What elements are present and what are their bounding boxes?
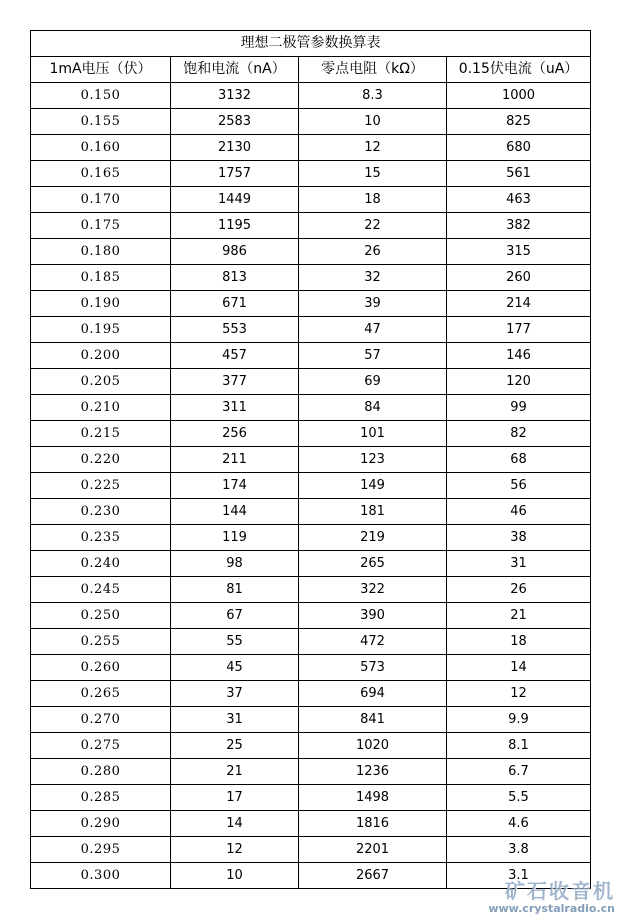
table-row — [31, 317, 591, 343]
cell-zero-bias-resistance: 1498 — [299, 785, 447, 811]
cell-saturation-current: 553 — [171, 317, 299, 343]
table-row — [31, 421, 591, 447]
table-row — [31, 265, 591, 291]
cell-voltage: 0.175 — [31, 213, 171, 239]
table-row — [31, 187, 591, 213]
cell-saturation-current: 2583 — [171, 109, 299, 135]
table-row — [31, 135, 591, 161]
cell-current-0-15v: 3.8 — [447, 837, 591, 863]
cell-voltage: 0.160 — [31, 135, 171, 161]
cell-current-0-15v: 18 — [447, 629, 591, 655]
cell-current-0-15v: 99 — [447, 395, 591, 421]
cell-saturation-current: 55 — [171, 629, 299, 655]
cell-saturation-current: 256 — [171, 421, 299, 447]
table-title: 理想二极管参数换算表 — [31, 31, 591, 57]
cell-voltage: 0.250 — [31, 603, 171, 629]
cell-zero-bias-resistance: 26 — [299, 239, 447, 265]
table-row — [31, 551, 591, 577]
cell-current-0-15v: 4.6 — [447, 811, 591, 837]
cell-voltage: 0.295 — [31, 837, 171, 863]
cell-voltage: 0.185 — [31, 265, 171, 291]
cell-saturation-current: 671 — [171, 291, 299, 317]
diode-parameter-table — [30, 30, 591, 889]
cell-current-0-15v: 177 — [447, 317, 591, 343]
cell-zero-bias-resistance: 10 — [299, 109, 447, 135]
cell-zero-bias-resistance: 573 — [299, 655, 447, 681]
table-row — [31, 109, 591, 135]
cell-voltage: 0.245 — [31, 577, 171, 603]
cell-zero-bias-resistance: 12 — [299, 135, 447, 161]
cell-current-0-15v: 56 — [447, 473, 591, 499]
cell-current-0-15v: 14 — [447, 655, 591, 681]
cell-saturation-current: 1757 — [171, 161, 299, 187]
title-row — [31, 31, 591, 57]
cell-current-0-15v: 260 — [447, 265, 591, 291]
cell-zero-bias-resistance: 841 — [299, 707, 447, 733]
cell-saturation-current: 311 — [171, 395, 299, 421]
table-row — [31, 785, 591, 811]
cell-saturation-current: 3132 — [171, 83, 299, 109]
cell-zero-bias-resistance: 265 — [299, 551, 447, 577]
table-row — [31, 629, 591, 655]
table-row — [31, 759, 591, 785]
cell-saturation-current: 21 — [171, 759, 299, 785]
table-row — [31, 863, 591, 889]
cell-saturation-current: 2130 — [171, 135, 299, 161]
cell-voltage: 0.205 — [31, 369, 171, 395]
cell-current-0-15v: 38 — [447, 525, 591, 551]
cell-voltage: 0.225 — [31, 473, 171, 499]
cell-voltage: 0.190 — [31, 291, 171, 317]
cell-saturation-current: 12 — [171, 837, 299, 863]
cell-saturation-current: 25 — [171, 733, 299, 759]
cell-saturation-current: 986 — [171, 239, 299, 265]
cell-zero-bias-resistance: 322 — [299, 577, 447, 603]
cell-zero-bias-resistance: 18 — [299, 187, 447, 213]
cell-zero-bias-resistance: 8.3 — [299, 83, 447, 109]
cell-current-0-15v: 12 — [447, 681, 591, 707]
cell-saturation-current: 17 — [171, 785, 299, 811]
table-row — [31, 213, 591, 239]
table-row — [31, 161, 591, 187]
cell-voltage: 0.200 — [31, 343, 171, 369]
table-body — [31, 83, 591, 889]
table-row — [31, 681, 591, 707]
cell-zero-bias-resistance: 22 — [299, 213, 447, 239]
table-row — [31, 291, 591, 317]
cell-current-0-15v: 26 — [447, 577, 591, 603]
cell-saturation-current: 1449 — [171, 187, 299, 213]
cell-voltage: 0.275 — [31, 733, 171, 759]
table-row — [31, 811, 591, 837]
cell-saturation-current: 14 — [171, 811, 299, 837]
cell-current-0-15v: 1000 — [447, 83, 591, 109]
cell-voltage: 0.270 — [31, 707, 171, 733]
cell-voltage: 0.210 — [31, 395, 171, 421]
table-row — [31, 447, 591, 473]
cell-zero-bias-resistance: 32 — [299, 265, 447, 291]
cell-saturation-current: 37 — [171, 681, 299, 707]
table-row — [31, 499, 591, 525]
table-row — [31, 395, 591, 421]
cell-saturation-current: 31 — [171, 707, 299, 733]
cell-zero-bias-resistance: 390 — [299, 603, 447, 629]
cell-voltage: 0.280 — [31, 759, 171, 785]
cell-voltage: 0.300 — [31, 863, 171, 889]
cell-saturation-current: 144 — [171, 499, 299, 525]
cell-voltage: 0.285 — [31, 785, 171, 811]
cell-current-0-15v: 68 — [447, 447, 591, 473]
cell-saturation-current: 457 — [171, 343, 299, 369]
cell-current-0-15v: 21 — [447, 603, 591, 629]
cell-saturation-current: 813 — [171, 265, 299, 291]
cell-current-0-15v: 825 — [447, 109, 591, 135]
table-row — [31, 837, 591, 863]
cell-zero-bias-resistance: 123 — [299, 447, 447, 473]
cell-saturation-current: 174 — [171, 473, 299, 499]
cell-zero-bias-resistance: 1020 — [299, 733, 447, 759]
cell-voltage: 0.170 — [31, 187, 171, 213]
cell-zero-bias-resistance: 472 — [299, 629, 447, 655]
watermark-url: www.crystalradio.cn — [488, 902, 615, 915]
cell-voltage: 0.255 — [31, 629, 171, 655]
cell-saturation-current: 81 — [171, 577, 299, 603]
cell-zero-bias-resistance: 2667 — [299, 863, 447, 889]
cell-current-0-15v: 9.9 — [447, 707, 591, 733]
cell-voltage: 0.235 — [31, 525, 171, 551]
table-row — [31, 577, 591, 603]
cell-current-0-15v: 31 — [447, 551, 591, 577]
cell-current-0-15v: 120 — [447, 369, 591, 395]
cell-zero-bias-resistance: 149 — [299, 473, 447, 499]
table-row — [31, 603, 591, 629]
cell-zero-bias-resistance: 1816 — [299, 811, 447, 837]
cell-zero-bias-resistance: 15 — [299, 161, 447, 187]
table-row — [31, 239, 591, 265]
cell-current-0-15v: 6.7 — [447, 759, 591, 785]
cell-current-0-15v: 561 — [447, 161, 591, 187]
header-row — [31, 57, 591, 83]
cell-voltage: 0.265 — [31, 681, 171, 707]
cell-current-0-15v: 382 — [447, 213, 591, 239]
table-row — [31, 83, 591, 109]
cell-zero-bias-resistance: 57 — [299, 343, 447, 369]
cell-voltage: 0.215 — [31, 421, 171, 447]
cell-voltage: 0.180 — [31, 239, 171, 265]
cell-saturation-current: 67 — [171, 603, 299, 629]
cell-zero-bias-resistance: 47 — [299, 317, 447, 343]
cell-zero-bias-resistance: 219 — [299, 525, 447, 551]
table-row — [31, 343, 591, 369]
cell-current-0-15v: 680 — [447, 135, 591, 161]
table-row — [31, 655, 591, 681]
cell-current-0-15v: 315 — [447, 239, 591, 265]
cell-current-0-15v: 463 — [447, 187, 591, 213]
header-zero-bias-resistance: 零点电阻（kΩ） — [299, 57, 447, 83]
cell-zero-bias-resistance: 39 — [299, 291, 447, 317]
table-row — [31, 733, 591, 759]
table-row — [31, 369, 591, 395]
cell-zero-bias-resistance: 694 — [299, 681, 447, 707]
cell-zero-bias-resistance: 181 — [299, 499, 447, 525]
cell-current-0-15v: 214 — [447, 291, 591, 317]
header-current-at-0-15v: 0.15伏电流（uA） — [447, 57, 591, 83]
spreadsheet-area — [30, 30, 590, 889]
cell-saturation-current: 211 — [171, 447, 299, 473]
cell-voltage: 0.195 — [31, 317, 171, 343]
cell-voltage: 0.155 — [31, 109, 171, 135]
cell-zero-bias-resistance: 84 — [299, 395, 447, 421]
cell-saturation-current: 377 — [171, 369, 299, 395]
cell-current-0-15v: 3.1 — [447, 863, 591, 889]
cell-voltage: 0.230 — [31, 499, 171, 525]
cell-voltage: 0.260 — [31, 655, 171, 681]
table-row — [31, 473, 591, 499]
cell-saturation-current: 45 — [171, 655, 299, 681]
cell-current-0-15v: 146 — [447, 343, 591, 369]
header-voltage-1ma: 1mA电压（伏） — [31, 57, 171, 83]
table-row — [31, 707, 591, 733]
table-row — [31, 525, 591, 551]
watermark-name: 矿石收音机 — [505, 879, 615, 903]
cell-zero-bias-resistance: 69 — [299, 369, 447, 395]
cell-voltage: 0.165 — [31, 161, 171, 187]
cell-current-0-15v: 82 — [447, 421, 591, 447]
cell-current-0-15v: 46 — [447, 499, 591, 525]
cell-voltage: 0.290 — [31, 811, 171, 837]
cell-current-0-15v: 5.5 — [447, 785, 591, 811]
cell-saturation-current: 119 — [171, 525, 299, 551]
header-saturation-current: 饱和电流（nA） — [171, 57, 299, 83]
cell-voltage: 0.240 — [31, 551, 171, 577]
cell-zero-bias-resistance: 1236 — [299, 759, 447, 785]
cell-voltage: 0.150 — [31, 83, 171, 109]
cell-zero-bias-resistance: 2201 — [299, 837, 447, 863]
cell-zero-bias-resistance: 101 — [299, 421, 447, 447]
cell-saturation-current: 1195 — [171, 213, 299, 239]
cell-current-0-15v: 8.1 — [447, 733, 591, 759]
cell-voltage: 0.220 — [31, 447, 171, 473]
cell-saturation-current: 98 — [171, 551, 299, 577]
cell-saturation-current: 10 — [171, 863, 299, 889]
